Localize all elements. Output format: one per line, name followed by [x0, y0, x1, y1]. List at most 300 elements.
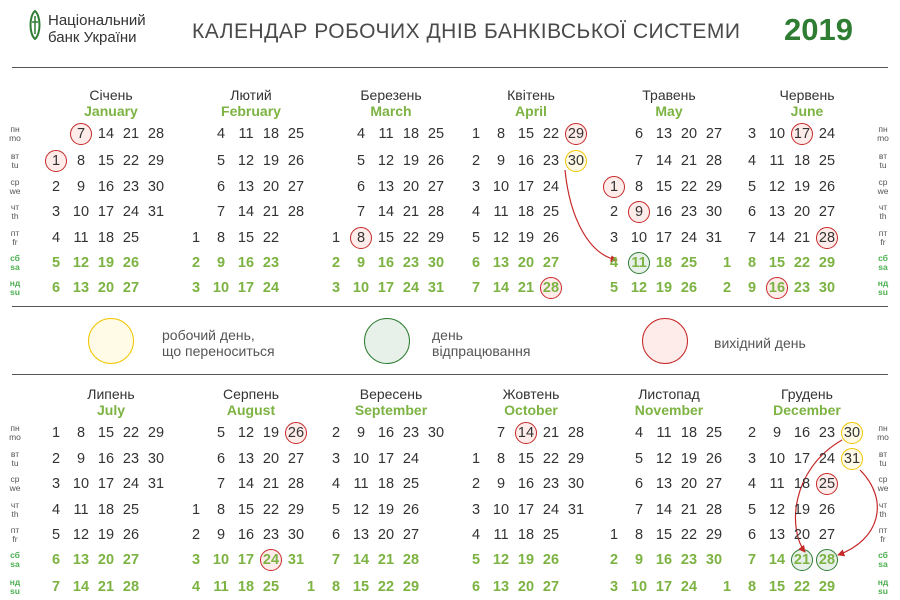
day-number: 30	[705, 204, 723, 220]
day-number: 3	[747, 451, 757, 467]
month-name-ua: Жовтень	[502, 386, 560, 402]
day-number: 18	[97, 502, 115, 518]
day-number: 3	[331, 451, 341, 467]
day-number: 14	[655, 153, 673, 169]
day-number: 27	[705, 126, 723, 142]
day-number: 4	[747, 476, 757, 492]
weekday-label-we: ср we	[9, 474, 21, 493]
day-number: 25	[262, 579, 280, 595]
day-number: 20	[262, 451, 280, 467]
day-number: 29	[427, 230, 445, 246]
day-number: 11	[238, 126, 254, 142]
day-number: 10	[352, 280, 370, 296]
logo-line-2: банк України	[48, 29, 137, 46]
day-number: 27	[287, 451, 305, 467]
day-number: 1	[609, 527, 619, 543]
day-number: 8	[496, 126, 506, 142]
day-number: 16	[237, 255, 255, 271]
day-number: 9	[76, 451, 86, 467]
day-number: 24	[122, 476, 140, 492]
day-number: 21	[517, 280, 535, 296]
day-number: 31	[287, 552, 305, 568]
day-number: 14	[517, 425, 535, 441]
day-number: 26	[818, 502, 836, 518]
month-name-ua: Березень	[360, 87, 422, 103]
day-number: 11	[73, 230, 89, 246]
day-number: 28	[147, 126, 165, 142]
month-name-en: February	[221, 103, 281, 119]
day-number: 9	[496, 476, 506, 492]
day-number: 10	[630, 230, 648, 246]
day-number: 14	[237, 204, 255, 220]
day-number: 3	[609, 579, 619, 595]
month-name-en: May	[655, 103, 683, 119]
weekday-label-mo: пн mo	[9, 124, 21, 143]
day-number: 3	[51, 476, 61, 492]
weekday-label-th: чт th	[878, 202, 888, 221]
day-number: 19	[402, 153, 420, 169]
day-number: 27	[542, 579, 560, 595]
day-number: 2	[191, 255, 201, 271]
day-number: 10	[72, 204, 90, 220]
day-number: 21	[793, 230, 811, 246]
day-number: 14	[655, 502, 673, 518]
day-number: 5	[51, 527, 61, 543]
day-number: 24	[122, 204, 140, 220]
day-number: 26	[122, 527, 140, 543]
day-number: 25	[680, 255, 698, 271]
day-number: 20	[377, 527, 395, 543]
day-number: 22	[793, 579, 811, 595]
day-number: 10	[492, 502, 510, 518]
day-number: 5	[471, 230, 481, 246]
day-number: 3	[471, 502, 481, 518]
day-number: 22	[542, 451, 560, 467]
day-number: 12	[352, 502, 370, 518]
month-name-en: January	[84, 103, 138, 119]
day-number: 16	[655, 552, 673, 568]
day-number: 10	[212, 280, 230, 296]
day-number: 15	[768, 579, 786, 595]
day-number: 8	[356, 230, 366, 246]
day-number: 18	[793, 476, 811, 492]
day-number: 9	[76, 179, 86, 195]
weekday-label-fr: пт fr	[10, 228, 20, 247]
weekday-label-mo: пн mo	[877, 124, 889, 143]
day-number: 12	[630, 280, 648, 296]
day-number: 17	[517, 502, 535, 518]
day-number: 7	[356, 204, 366, 220]
day-number: 14	[97, 126, 115, 142]
day-number: 26	[287, 153, 305, 169]
day-number: 24	[402, 280, 420, 296]
day-number: 16	[517, 153, 535, 169]
day-number: 28	[705, 502, 723, 518]
day-number: 10	[72, 476, 90, 492]
day-number: 2	[471, 153, 481, 169]
day-number: 1	[331, 230, 341, 246]
weekday-label-mo: пн mo	[9, 423, 21, 442]
day-number: 23	[818, 425, 836, 441]
day-number: 26	[542, 230, 560, 246]
arrow-dec31-to-dec28	[838, 470, 877, 555]
day-number: 20	[793, 204, 811, 220]
day-number: 26	[122, 255, 140, 271]
day-number: 31	[147, 204, 165, 220]
day-number: 3	[191, 280, 201, 296]
day-number: 30	[427, 425, 445, 441]
day-number: 2	[51, 451, 61, 467]
day-number: 20	[97, 280, 115, 296]
day-number: 31	[567, 502, 585, 518]
day-number: 17	[97, 476, 115, 492]
day-number: 6	[216, 451, 226, 467]
day-number: 1	[471, 126, 481, 142]
day-number: 24	[680, 579, 698, 595]
day-number: 22	[793, 255, 811, 271]
legend-yellow-text: робочий день, що переноситься	[162, 327, 275, 359]
day-number: 24	[818, 126, 836, 142]
day-number: 9	[747, 280, 757, 296]
logo-line-1: Національний	[48, 12, 146, 29]
day-number: 12	[768, 179, 786, 195]
day-number: 25	[287, 126, 305, 142]
day-number: 12	[492, 552, 510, 568]
day-number: 25	[818, 153, 836, 169]
day-number: 4	[191, 579, 201, 595]
day-number: 3	[609, 230, 619, 246]
day-number: 25	[122, 230, 140, 246]
day-number: 19	[97, 527, 115, 543]
day-number: 21	[262, 476, 280, 492]
month-name-ua: Травень	[642, 87, 696, 103]
day-number: 6	[51, 280, 61, 296]
day-number: 24	[262, 280, 280, 296]
day-number: 14	[237, 476, 255, 492]
day-number: 7	[747, 552, 757, 568]
day-number: 20	[680, 476, 698, 492]
day-number: 8	[634, 179, 644, 195]
day-number: 15	[237, 230, 255, 246]
day-number: 17	[655, 579, 673, 595]
day-number: 18	[517, 527, 535, 543]
day-number: 16	[655, 204, 673, 220]
day-number: 16	[377, 425, 395, 441]
day-number: 19	[377, 502, 395, 518]
day-number: 16	[97, 179, 115, 195]
month-name-ua: Листопад	[638, 386, 700, 402]
day-number: 22	[262, 502, 280, 518]
day-number: 18	[262, 126, 280, 142]
day-number: 18	[655, 255, 673, 271]
day-number: 22	[122, 425, 140, 441]
day-number: 21	[680, 153, 698, 169]
day-number: 26	[680, 280, 698, 296]
day-number: 4	[51, 502, 61, 518]
day-number: 12	[237, 153, 255, 169]
day-number: 1	[51, 153, 61, 169]
month-name-en: November	[634, 402, 704, 418]
day-number: 18	[97, 230, 115, 246]
weekday-label-su: нд su	[9, 577, 21, 596]
weekday-label-su: нд su	[9, 278, 21, 297]
weekday-label-we: ср we	[877, 177, 889, 196]
day-number: 21	[122, 126, 140, 142]
day-number: 4	[471, 527, 481, 543]
day-number: 8	[216, 502, 226, 518]
day-number: 10	[212, 552, 230, 568]
day-number: 7	[496, 425, 506, 441]
day-number: 4	[634, 425, 644, 441]
day-number: 4	[51, 230, 61, 246]
day-number: 10	[492, 179, 510, 195]
day-number: 14	[72, 579, 90, 595]
day-number: 23	[122, 179, 140, 195]
day-number: 5	[216, 153, 226, 169]
day-number: 30	[427, 255, 445, 271]
day-number: 23	[680, 204, 698, 220]
day-number: 23	[122, 451, 140, 467]
day-number: 17	[97, 204, 115, 220]
day-number: 21	[377, 552, 395, 568]
day-number: 27	[287, 179, 305, 195]
day-number: 12	[72, 527, 90, 543]
day-number: 17	[377, 280, 395, 296]
day-number: 8	[496, 451, 506, 467]
day-number: 2	[191, 527, 201, 543]
day-number: 2	[471, 476, 481, 492]
day-number: 12	[237, 425, 255, 441]
day-number: 5	[51, 255, 61, 271]
day-number: 6	[747, 527, 757, 543]
day-number: 9	[216, 255, 226, 271]
day-number: 19	[517, 230, 535, 246]
day-number: 14	[492, 280, 510, 296]
day-number: 21	[262, 204, 280, 220]
day-number: 31	[427, 280, 445, 296]
day-number: 22	[402, 230, 420, 246]
day-number: 3	[471, 179, 481, 195]
day-number: 3	[191, 552, 201, 568]
day-number: 30	[818, 280, 836, 296]
day-number: 7	[216, 476, 226, 492]
weekday-label-sa: сб sa	[878, 550, 888, 569]
day-number: 5	[747, 502, 757, 518]
day-number: 17	[517, 179, 535, 195]
day-number: 13	[237, 179, 255, 195]
day-number: 31	[705, 230, 723, 246]
day-number: 17	[793, 451, 811, 467]
weekday-label-sa: сб sa	[10, 253, 20, 272]
day-number: 21	[680, 502, 698, 518]
day-number: 19	[655, 280, 673, 296]
day-number: 25	[402, 476, 420, 492]
day-number: 17	[237, 280, 255, 296]
day-number: 11	[769, 153, 785, 169]
day-number: 13	[72, 552, 90, 568]
day-number: 11	[656, 425, 672, 441]
day-number: 28	[122, 579, 140, 595]
day-number: 27	[122, 280, 140, 296]
month-name-en: April	[515, 103, 547, 119]
day-number: 4	[216, 126, 226, 142]
day-number: 27	[705, 476, 723, 492]
day-number: 2	[722, 280, 732, 296]
month-name-ua: Квітень	[507, 87, 555, 103]
day-number: 3	[747, 126, 757, 142]
day-number: 23	[262, 255, 280, 271]
day-number: 27	[542, 255, 560, 271]
day-number: 9	[634, 552, 644, 568]
day-number: 7	[331, 552, 341, 568]
day-number: 9	[772, 425, 782, 441]
day-number: 24	[818, 451, 836, 467]
day-number: 5	[331, 502, 341, 518]
month-name-en: August	[226, 402, 276, 418]
month-name-ua: Серпень	[222, 386, 280, 402]
day-number: 13	[72, 280, 90, 296]
weekday-label-tu: вт tu	[10, 449, 20, 468]
day-number: 6	[634, 476, 644, 492]
day-number: 15	[517, 126, 535, 142]
day-number: 13	[655, 476, 673, 492]
day-number: 18	[793, 153, 811, 169]
day-number: 9	[216, 527, 226, 543]
day-number: 24	[542, 502, 560, 518]
day-number: 12	[768, 502, 786, 518]
day-number: 27	[818, 204, 836, 220]
day-number: 7	[216, 204, 226, 220]
day-number: 26	[542, 552, 560, 568]
day-number: 16	[517, 476, 535, 492]
day-number: 27	[427, 179, 445, 195]
day-number: 29	[705, 179, 723, 195]
day-number: 4	[356, 126, 366, 142]
day-number: 21	[97, 579, 115, 595]
month-name-en: October	[504, 402, 558, 418]
day-number: 13	[768, 204, 786, 220]
day-number: 28	[287, 204, 305, 220]
day-number: 11	[213, 579, 229, 595]
day-number: 1	[722, 255, 732, 271]
day-number: 17	[237, 552, 255, 568]
day-number: 16	[377, 255, 395, 271]
day-number: 23	[262, 527, 280, 543]
day-number: 10	[352, 451, 370, 467]
day-number: 25	[542, 204, 560, 220]
day-number: 11	[631, 255, 647, 271]
day-number: 28	[818, 552, 836, 568]
month-name-ua: Січень	[89, 87, 133, 103]
day-number: 15	[237, 502, 255, 518]
day-number: 13	[492, 579, 510, 595]
day-number: 26	[427, 153, 445, 169]
day-number: 30	[147, 179, 165, 195]
day-number: 27	[818, 527, 836, 543]
page-title: КАЛЕНДАР РОБОЧИХ ДНІВ БАНКІВСЬКОЇ СИСТЕМИ	[192, 20, 741, 43]
day-number: 22	[262, 230, 280, 246]
day-number: 1	[471, 451, 481, 467]
day-number: 7	[471, 280, 481, 296]
weekday-label-tu: вт tu	[878, 449, 888, 468]
day-number: 19	[517, 552, 535, 568]
weekday-label-fr: пт fr	[878, 525, 888, 544]
month-name-ua: Вересень	[359, 386, 423, 402]
day-number: 20	[262, 179, 280, 195]
month-name-en: December	[773, 402, 841, 418]
day-number: 6	[747, 204, 757, 220]
day-number: 4	[609, 255, 619, 271]
day-number: 8	[331, 579, 341, 595]
day-number: 7	[747, 230, 757, 246]
day-number: 8	[76, 425, 86, 441]
day-number: 15	[97, 153, 115, 169]
day-number: 15	[517, 451, 535, 467]
day-number: 23	[402, 255, 420, 271]
day-number: 5	[634, 451, 644, 467]
weekday-label-we: ср we	[9, 177, 21, 196]
day-number: 22	[680, 179, 698, 195]
day-number: 23	[680, 552, 698, 568]
day-number: 12	[655, 451, 673, 467]
day-number: 9	[634, 204, 644, 220]
day-number: 19	[262, 425, 280, 441]
day-number: 21	[542, 425, 560, 441]
day-number: 28	[287, 476, 305, 492]
day-number: 13	[352, 527, 370, 543]
month-name-ua: Липень	[87, 386, 135, 402]
day-number: 29	[287, 502, 305, 518]
day-number: 19	[793, 179, 811, 195]
day-number: 29	[567, 451, 585, 467]
weekday-label-th: чт th	[10, 500, 20, 519]
day-number: 17	[793, 126, 811, 142]
day-number: 15	[655, 527, 673, 543]
day-number: 20	[97, 552, 115, 568]
day-number: 16	[237, 527, 255, 543]
day-number: 15	[352, 579, 370, 595]
day-number: 17	[377, 451, 395, 467]
day-number: 6	[356, 179, 366, 195]
month-name-ua: Грудень	[781, 386, 833, 402]
day-number: 8	[747, 255, 757, 271]
day-number: 24	[542, 179, 560, 195]
day-number: 30	[843, 425, 861, 441]
weekday-label-th: чт th	[878, 500, 888, 519]
day-number: 10	[768, 451, 786, 467]
day-number: 26	[287, 425, 305, 441]
day-number: 23	[542, 476, 560, 492]
day-number: 18	[680, 425, 698, 441]
legend-red-text: вихідний день	[714, 335, 806, 351]
day-number: 11	[73, 502, 89, 518]
weekday-label-tu: вт tu	[10, 151, 20, 170]
day-number: 31	[843, 451, 861, 467]
day-number: 2	[331, 255, 341, 271]
day-number: 6	[634, 126, 644, 142]
weekday-label-su: нд su	[877, 577, 889, 596]
day-number: 22	[680, 527, 698, 543]
day-number: 7	[51, 579, 61, 595]
day-number: 30	[287, 527, 305, 543]
day-number: 20	[517, 579, 535, 595]
day-number: 29	[147, 153, 165, 169]
day-number: 23	[402, 425, 420, 441]
day-number: 6	[331, 527, 341, 543]
day-number: 1	[191, 502, 201, 518]
day-number: 13	[655, 126, 673, 142]
day-number: 1	[609, 179, 619, 195]
